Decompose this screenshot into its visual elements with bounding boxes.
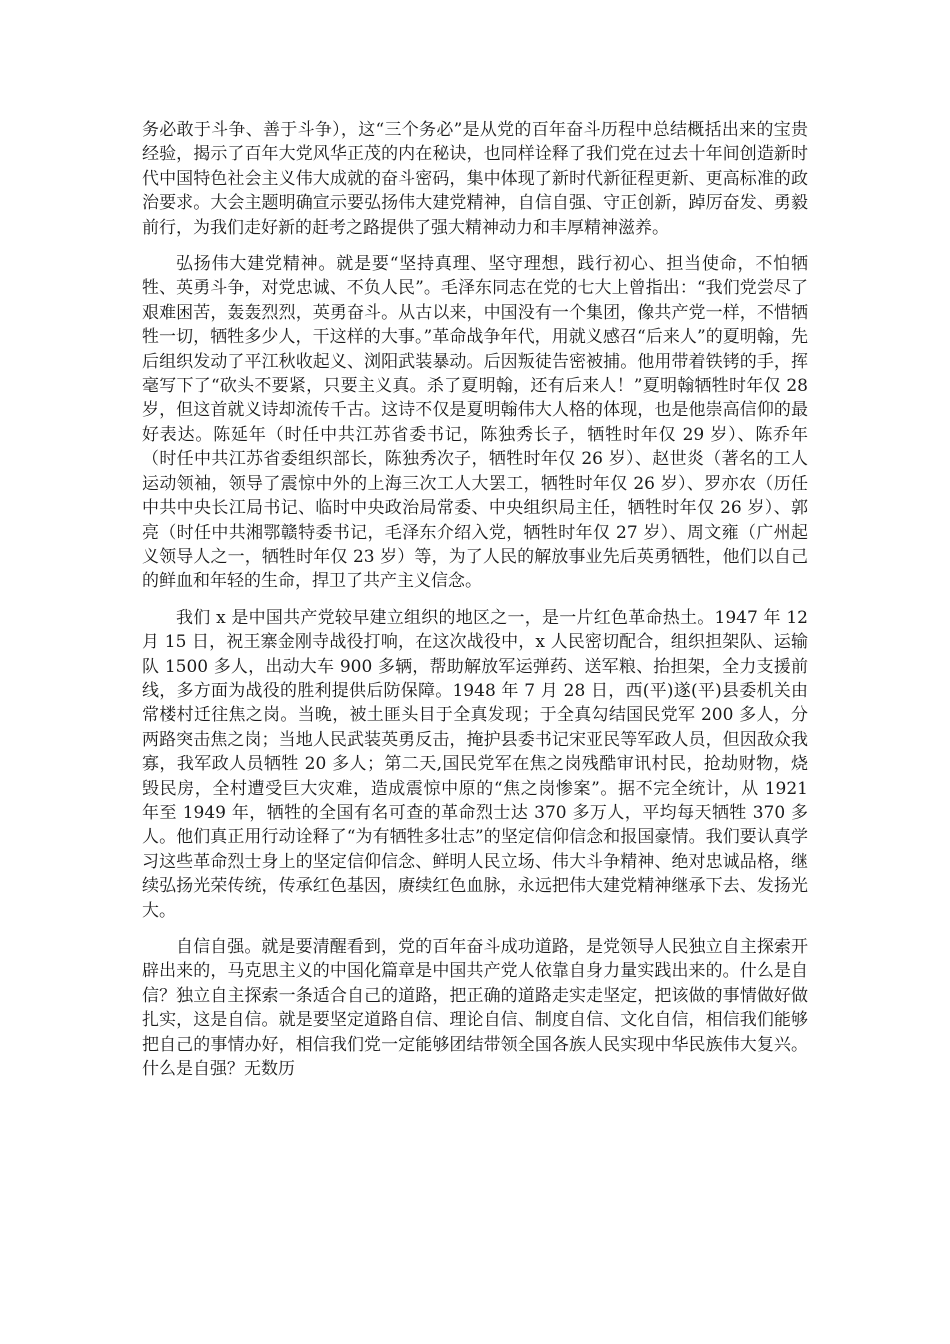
paragraph-party-spirit: 弘扬伟大建党精神。就是要“坚持真理、坚守理想，践行初心、担当使命，不怕牺牲、英勇斗争，对党忠诚、不负人民”。毛泽东同志在党的七大上曾指出：“我们党尝尽了艰难困苦，轰轰烈烈，英勇奋斗。从古以来，中国没有一个集团，像共产党一样，不惜牺牲一切，牺牲多少人，干这样的大事。”革命战争年代，用就义感召“后来人”的夏明翰，先后组织发动了平江秋收起义、浏阳武装暴动。后因叛徒告密被捕。他用带着铁铐的手，挥毫写下了“砍头不要紧，只要主义真。杀了夏明翰，还有后来人！”夏明翰牺牲时年仅 28 岁，但这首就义诗却流传千古。这诗不仅是夏明翰伟大人格的体现，也是他崇高信仰的最好表达。陈延年（时任中共江苏省委书记，陈独秀长子，牺牲时年仅 29 岁）、陈乔年（时任中共江苏省委组织部长，陈独秀次子，牺牲时年仅 26 岁）、赵世炎（著名的工人运动领袖，领导了震惊中外的上海三次工人大罢工，牺牲时年仅 26 岁）、罗亦农（历任中共中央长江局书记、临时中央政治局常委、中央组织局主任，牺牲时年仅 26 岁）、郭亮（时任中共湘鄂赣特委书记，毛泽东介绍入党，牺牲时年仅 27 岁）、周文雍（广州起义领导人之一，牺牲时年仅 23 岁）等，为了人民的解放事业先后英勇牺牲，他们以自己的鲜血和年轻的生命，捍卫了共产主义信念。 [142, 254, 808, 592]
paragraph-continuation: 务必敢于斗争、善于斗争），这“三个务必”是从党的百年奋斗历程中总结概括出来的宝贵经验，揭示了百年大党风华正茂的内在秘诀，也同样诠释了我们党在过去十年间创造新时代中国特色社会主义伟大成就的奋斗密码，集中体现了新时代新征程更新、更高标准的政治要求。大会主题明确宣示要弘扬伟大建党精神，自信自强、守正创新，踔厉奋发、勇毅前行，为我们走好新的赶考之路提供了强大精神动力和丰厚精神滋养。 [142, 120, 808, 238]
document-body [142, 118, 808, 1093]
paragraph-local-history: 我们 x 是中国共产党较早建立组织的地区之一，是一片红色革命热土。1947 年 12 月 15 日，祝王寨金刚寺战役打响，在这次战役中，x 人民密切配合，组织担架队、运输队 1500 多人，出动大车 900 多辆，帮助解放军运弹药、送军粮、抬担架，全力支援前线，多方面为战役的胜利提供后防保障。1948 年 7 月 28 日，西(平)遂(平)县委机关由常楼村迁往焦之岗。当晚，被土匪头目于全真发现；于全真勾结国民党军 200 多人，分两路突击焦之岗；当地人民武装英勇反击，掩护县委书记宋亚民等军政人员，但因敌众我寡，我军政人员牺牲 20 多人；第二天,国民党军在焦之岗残酷审讯村民，抢劫财物，烧毁民房，全村遭受巨大灾难，造成震惊中原的“焦之岗惨案”。据不完全统计，从 1921 年至 1949 年，牺牲的全国有名可查的革命烈士达 370 多万人，平均每天牺牲 370 多人。他们真正用行动诠释了“为有牺牲多壮志”的坚定信仰信念和报国豪情。我们要认真学习这些革命烈士身上的坚定信仰信念、鲜明人民立场、伟大斗争精神、绝对忠诚品格，继续弘扬光荣传统，传承红色基因，赓续红色血脉，永远把伟大建党精神继承下去、发扬光大。 [142, 607, 808, 921]
paragraph-self-confidence: 自信自强。就是要清醒看到，党的百年奋斗成功道路，是党领导人民独立自主探索开辟出来的，马克思主义的中国化篇章是中国共产党人依靠自身力量实践出来的。什么是自信？独立自主探索一条适合自己的道路，把正确的道路走实走坚定，把该做的事情做好做扎实，这是自信。就是要坚定道路自信、理论自信、制度自信、文化自信，相信我们能够把自己的事情办好，相信我们党一定能够团结带领全国各族人民实现中华民族伟大复兴。什么是自强？无数历 [142, 937, 808, 1080]
